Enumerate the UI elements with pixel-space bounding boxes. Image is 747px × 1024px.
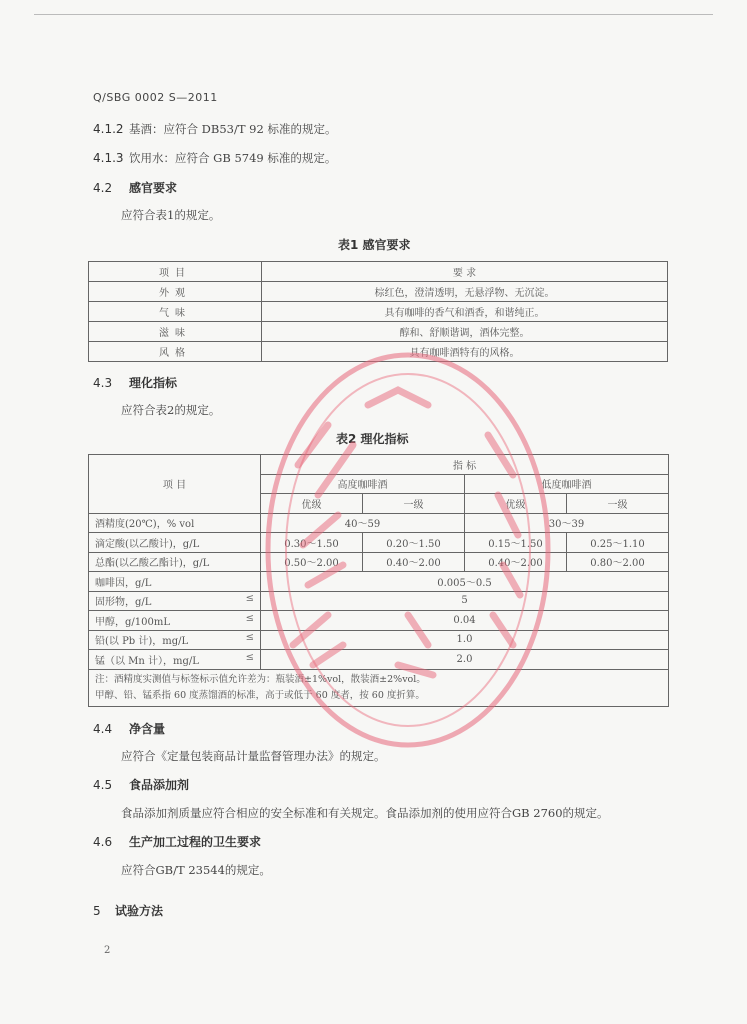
table-cell: 0.005～0.5 [261,572,669,592]
table-cell: 0.40～2.00 [363,552,465,572]
row-label: 铅(以 Pb 计)，mg/L [95,636,189,648]
top-rule [34,14,713,15]
section-number: 4.6 [93,835,113,849]
table-row [89,552,669,572]
le-sign: ≤ [245,651,254,663]
table-cell: 0.04 [261,611,669,631]
table-row [89,591,669,611]
table-row [89,572,669,592]
table-cell: 咖啡因，g/L [89,572,261,592]
section-number: 4.3 [93,376,113,390]
section-4-3-heading [93,374,177,391]
table-row [89,282,668,302]
table-cell: 外观 [89,282,262,302]
table-cell: 2.0 [261,650,669,670]
table-row [89,302,668,322]
section-number: 4.4 [93,722,113,736]
clause-number: 4.1.3 [93,151,124,165]
section-number: 5 [93,904,101,918]
table-cell: 风格 [89,342,262,362]
table-row [89,513,669,533]
clause-4-1-2 [93,121,336,137]
table-row [89,342,668,362]
document-number: Q/SBG 0002 S—2011 [93,91,218,104]
table-cell: 0.50～2.00 [261,552,363,572]
clause-number: 4.1.2 [93,122,124,136]
table-cell [89,591,261,611]
row-label: 甲醇，g/100mL [95,616,170,628]
section-title: 净含量 [129,722,166,736]
table-cell: 1.0 [261,630,669,650]
table-cell: 0.20～1.50 [363,533,465,553]
table-header-row [89,455,669,475]
section-4-4-heading [93,720,165,737]
table1-caption: 表1 感官要求 [338,238,411,252]
table-note [89,669,669,706]
section-4-6-body: 应符合GB/T 23544的规定。 [121,863,271,877]
le-sign: ≤ [245,632,254,644]
page-number: 2 [104,945,111,956]
table-row [89,322,668,342]
table-header-cell: 项 目 [89,455,261,514]
row-label: 固形物，g/L [95,597,152,609]
section-4-5-heading [93,776,189,793]
clause-text: 饮用水：应符合 GB 5749 标准的规定。 [129,151,337,165]
table-cell: 滴定酸(以乙酸计)，g/L [89,533,261,553]
table-cell: 具有咖啡酒特有的风格。 [262,342,668,362]
table-note-row [89,669,669,706]
table-cell [89,650,261,670]
section-number: 4.5 [93,778,113,792]
table-header-cell: 优级 [465,494,567,514]
note-line-1: 注：酒精度实测值与标签标示值允许差为：瓶装酒±1%vol，散装酒±2%vol。 [95,673,426,685]
table-cell: 5 [261,591,669,611]
clause-4-1-3 [93,150,336,166]
le-sign: ≤ [245,612,254,624]
table-cell: 酒精度(20℃)，% vol [89,513,261,533]
table-header-cell: 高度咖啡酒 [261,474,465,494]
table-row [89,630,669,650]
table2-caption: 表2 理化指标 [336,432,409,446]
section-4-2-heading [93,179,177,196]
table-header-cell: 一级 [363,494,465,514]
table-header-cell: 项目 [89,262,262,282]
physicochemical-table [88,454,669,707]
section-title: 试验方法 [115,904,164,918]
table-row [89,533,669,553]
section-4-2-body: 应符合表1的规定。 [121,208,221,222]
section-number: 4.2 [93,181,113,195]
table-header-cell: 优级 [261,494,363,514]
clause-text: 基酒：应符合 DB53/T 92 标准的规定。 [129,122,337,136]
table-cell: 气味 [89,302,262,322]
table-row [89,650,669,670]
table-cell: 滋味 [89,322,262,342]
section-title: 生产加工过程的卫生要求 [129,835,262,849]
table-cell: 0.30～1.50 [261,533,363,553]
table-cell: 0.40～2.00 [465,552,567,572]
note-line-2: 甲醇、铅、锰系指 60 度蒸馏酒的标准，高于或低于 60 度者，按 60 度折算。 [95,689,425,701]
le-sign: ≤ [245,593,254,605]
section-4-6-heading [93,833,261,850]
row-label: 锰（以 Mn 计），mg/L [95,655,199,667]
table-header-cell: 一级 [567,494,669,514]
table-header-cell: 要 求 [262,262,668,282]
table-cell: 0.80～2.00 [567,552,669,572]
sensory-table [88,261,668,362]
section-title: 理化指标 [129,376,178,390]
table-cell: 0.15～1.50 [465,533,567,553]
table-header-cell: 低度咖啡酒 [465,474,669,494]
table-cell: 醇和、舒顺谐调，酒体完整。 [262,322,668,342]
section-4-5-body: 食品添加剂质量应符合相应的安全标准和有关规定。食品添加剂的使用应符合GB 2760的规定。 [121,806,609,820]
section-4-3-body: 应符合表2的规定。 [121,403,221,417]
table-cell [89,630,261,650]
table-cell: 具有咖啡的香气和酒香，和谐纯正。 [262,302,668,322]
section-5-heading [93,902,163,919]
table-cell: 0.25～1.10 [567,533,669,553]
table-cell [89,611,261,631]
table-cell: 30～39 [465,513,669,533]
table-cell: 40～59 [261,513,465,533]
section-title: 感官要求 [129,181,178,195]
table-cell: 棕红色，澄清透明，无悬浮物、无沉淀。 [262,282,668,302]
table-header-cell: 指 标 [261,455,669,475]
section-title: 食品添加剂 [129,778,190,792]
table-cell: 总酯(以乙酸乙酯计)，g/L [89,552,261,572]
section-4-4-body: 应符合《定量包装商品计量监督管理办法》的规定。 [121,749,386,763]
table-row [89,611,669,631]
table-header-row [89,262,668,282]
